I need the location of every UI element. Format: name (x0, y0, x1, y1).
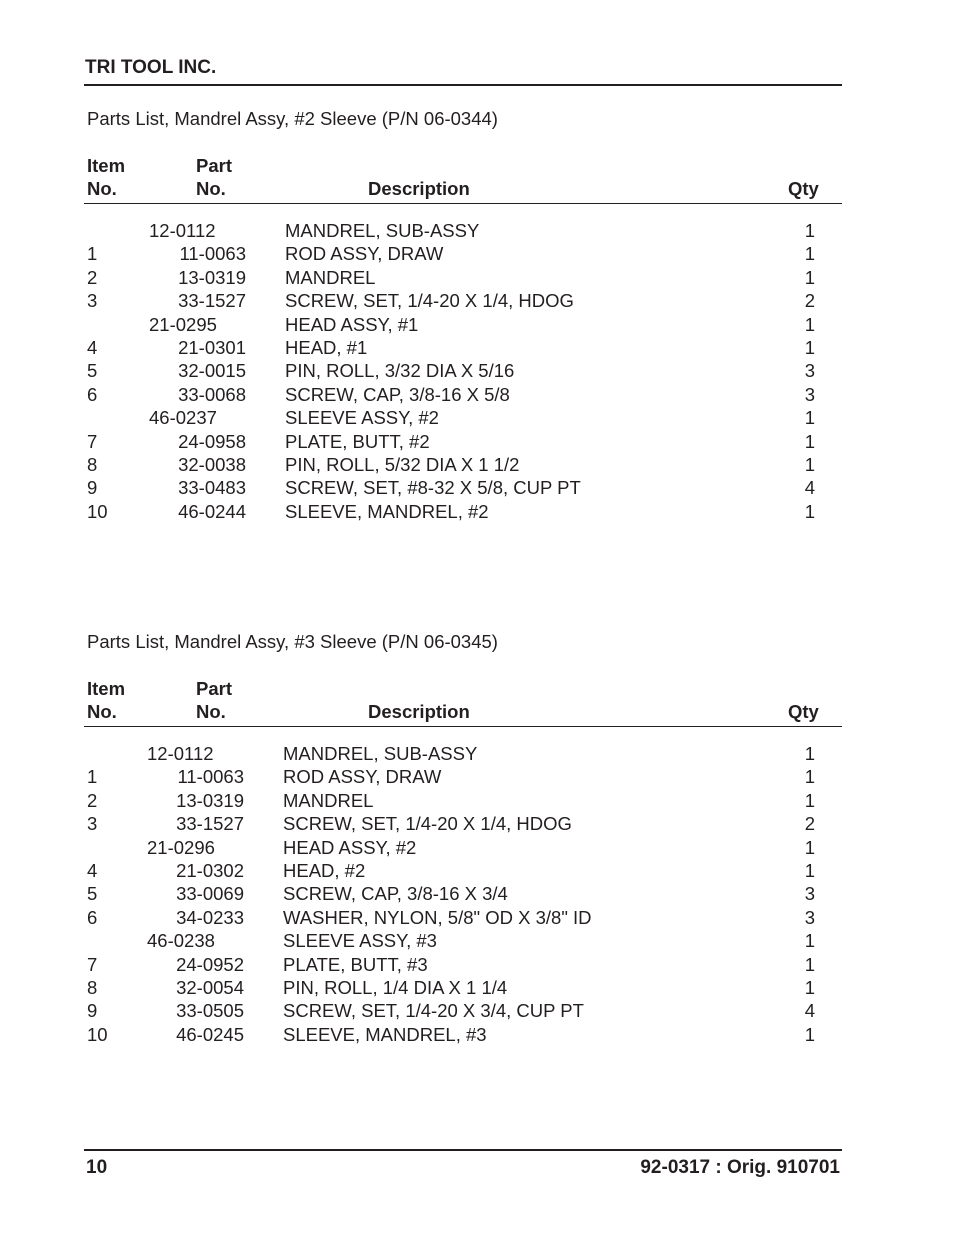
table-row (0, 860, 954, 883)
table-row (0, 290, 954, 313)
part-quantity: 3 (804, 360, 815, 382)
part-number: 46-0237 (149, 407, 217, 429)
part-quantity: 1 (804, 766, 815, 788)
table-row (0, 431, 954, 454)
table-row (0, 337, 954, 360)
part-description: HEAD, #2 (283, 859, 366, 881)
table-row (0, 314, 954, 337)
part-quantity: 4 (804, 1000, 815, 1022)
item-number: 7 (87, 430, 98, 452)
part-quantity: 3 (804, 883, 815, 905)
page-number: 10 (86, 1157, 108, 1178)
part-number: 33-1527 (176, 813, 244, 835)
part-number: 21-0295 (149, 313, 217, 335)
part-quantity: 1 (804, 336, 815, 358)
part-description: MANDREL (283, 789, 374, 811)
section-title: Parts List, Mandrel Assy, #2 Sleeve (P/N 06-0344) (87, 108, 498, 129)
part-number: 32-0015 (178, 360, 246, 382)
part-quantity: 1 (804, 859, 815, 881)
part-quantity: 2 (804, 813, 815, 835)
col-header-description: Description (368, 701, 470, 722)
part-quantity: 1 (804, 243, 815, 265)
item-number: 8 (87, 976, 98, 998)
part-description: ROD ASSY, DRAW (285, 243, 444, 265)
part-description: WASHER, NYLON, 5/8" OD X 3/8" ID (283, 906, 592, 928)
item-number: 10 (87, 500, 108, 522)
item-number: 7 (87, 953, 98, 975)
document-reference: 92-0317 : Orig. 910701 (640, 1157, 840, 1178)
part-number: 21-0296 (147, 836, 215, 858)
table-row (0, 930, 954, 953)
part-number: 33-0483 (178, 477, 246, 499)
part-quantity: 1 (804, 1023, 815, 1045)
table-header-rule (84, 203, 842, 204)
table-row (0, 743, 954, 766)
item-number: 2 (87, 266, 98, 288)
col-header-description: Description (368, 178, 470, 199)
part-quantity: 1 (804, 220, 815, 241)
footer-rule (84, 1149, 842, 1151)
table-row (0, 243, 954, 266)
item-number: 6 (87, 906, 98, 928)
part-number: 11-0063 (177, 766, 244, 788)
part-description: HEAD ASSY, #2 (283, 836, 417, 858)
part-quantity: 1 (804, 313, 815, 335)
part-number: 21-0301 (178, 336, 246, 358)
col-header-part-no: No. (196, 178, 226, 199)
part-description: SLEEVE, MANDREL, #2 (285, 500, 489, 522)
part-description: SCREW, SET, 1/4-20 X 1/4, HDOG (283, 813, 572, 835)
part-quantity: 1 (804, 789, 815, 811)
col-header-part: Part (196, 155, 232, 176)
table-row (0, 407, 954, 430)
table-row (0, 977, 954, 1000)
part-number: 46-0244 (178, 500, 246, 522)
table-row (0, 220, 954, 243)
part-number: 33-0068 (178, 383, 246, 405)
col-header-item: Item (87, 678, 126, 699)
part-description: SCREW, SET, 1/4-20 X 3/4, CUP PT (283, 1000, 584, 1022)
part-quantity: 4 (804, 477, 815, 499)
table-row (0, 1024, 954, 1047)
part-description: MANDREL (285, 266, 376, 288)
part-number: 24-0952 (176, 953, 244, 975)
part-quantity: 1 (804, 500, 815, 522)
part-description: SLEEVE, MANDREL, #3 (283, 1023, 487, 1045)
header-rule (84, 84, 842, 86)
item-number: 5 (87, 883, 98, 905)
part-number: 46-0245 (176, 1023, 244, 1045)
item-number: 6 (87, 383, 98, 405)
part-quantity: 1 (804, 976, 815, 998)
table-row (0, 813, 954, 836)
part-description: PIN, ROLL, 5/32 DIA X 1 1/2 (285, 453, 520, 475)
table-header-rule (84, 726, 842, 727)
part-number: 12-0112 (149, 220, 216, 241)
table-row (0, 454, 954, 477)
part-description: HEAD, #1 (285, 336, 368, 358)
part-number: 24-0958 (178, 430, 246, 452)
table-row (0, 907, 954, 930)
item-number: 9 (87, 1000, 98, 1022)
col-header-part: Part (196, 678, 232, 699)
col-header-qty: Qty (788, 701, 819, 722)
item-number: 4 (87, 336, 98, 358)
item-number: 3 (87, 813, 98, 835)
part-number: 32-0054 (176, 976, 244, 998)
item-number: 1 (87, 243, 98, 265)
part-quantity: 2 (804, 290, 815, 312)
part-description: SLEEVE ASSY, #2 (285, 407, 439, 429)
part-description: MANDREL, SUB-ASSY (285, 220, 480, 241)
item-number: 10 (87, 1023, 108, 1045)
part-description: PIN, ROLL, 3/32 DIA X 5/16 (285, 360, 515, 382)
part-description: SCREW, SET, 1/4-20 X 1/4, HDOG (285, 290, 574, 312)
company-name: TRI TOOL INC. (85, 57, 217, 78)
part-number: 12-0112 (147, 743, 214, 764)
table-row (0, 384, 954, 407)
part-quantity: 1 (804, 743, 815, 764)
item-number: 5 (87, 360, 98, 382)
part-quantity: 1 (804, 953, 815, 975)
parts-table-body (0, 743, 954, 1047)
part-quantity: 1 (804, 930, 815, 952)
part-description: ROD ASSY, DRAW (283, 766, 442, 788)
item-number: 9 (87, 477, 98, 499)
col-header-qty: Qty (788, 178, 819, 199)
col-header-part-no: No. (196, 701, 226, 722)
part-quantity: 1 (804, 430, 815, 452)
part-number: 11-0063 (179, 243, 246, 265)
item-number: 8 (87, 453, 98, 475)
table-row (0, 267, 954, 290)
part-description: PLATE, BUTT, #3 (283, 953, 428, 975)
part-description: HEAD ASSY, #1 (285, 313, 419, 335)
item-number: 4 (87, 859, 98, 881)
parts-table-body (0, 220, 954, 524)
table-row (0, 766, 954, 789)
item-number: 3 (87, 290, 98, 312)
part-quantity: 1 (804, 836, 815, 858)
part-number: 21-0302 (176, 859, 244, 881)
part-quantity: 3 (804, 383, 815, 405)
part-number: 13-0319 (176, 789, 244, 811)
col-header-item: Item (87, 155, 126, 176)
item-number: 1 (87, 766, 98, 788)
part-quantity: 1 (804, 266, 815, 288)
table-row (0, 501, 954, 524)
part-description: PLATE, BUTT, #2 (285, 430, 430, 452)
part-description: SCREW, SET, #8-32 X 5/8, CUP PT (285, 477, 581, 499)
part-number: 33-0069 (176, 883, 244, 905)
part-number: 32-0038 (178, 453, 246, 475)
section-title: Parts List, Mandrel Assy, #3 Sleeve (P/N 06-0345) (87, 631, 498, 652)
part-number: 33-1527 (178, 290, 246, 312)
part-quantity: 1 (804, 407, 815, 429)
table-row (0, 360, 954, 383)
table-row (0, 1000, 954, 1023)
part-quantity: 1 (804, 453, 815, 475)
part-description: SCREW, CAP, 3/8-16 X 3/4 (283, 883, 508, 905)
item-number: 2 (87, 789, 98, 811)
part-description: SLEEVE ASSY, #3 (283, 930, 437, 952)
part-number: 13-0319 (178, 266, 246, 288)
col-header-item-no: No. (87, 701, 117, 722)
table-row (0, 883, 954, 906)
part-description: MANDREL, SUB-ASSY (283, 743, 478, 764)
table-row (0, 837, 954, 860)
table-row (0, 790, 954, 813)
part-number: 46-0238 (147, 930, 215, 952)
table-row (0, 477, 954, 500)
part-description: PIN, ROLL, 1/4 DIA X 1 1/4 (283, 976, 508, 998)
table-row (0, 954, 954, 977)
part-number: 34-0233 (176, 906, 244, 928)
part-number: 33-0505 (176, 1000, 244, 1022)
part-description: SCREW, CAP, 3/8-16 X 5/8 (285, 383, 510, 405)
col-header-item-no: No. (87, 178, 117, 199)
part-quantity: 3 (804, 906, 815, 928)
